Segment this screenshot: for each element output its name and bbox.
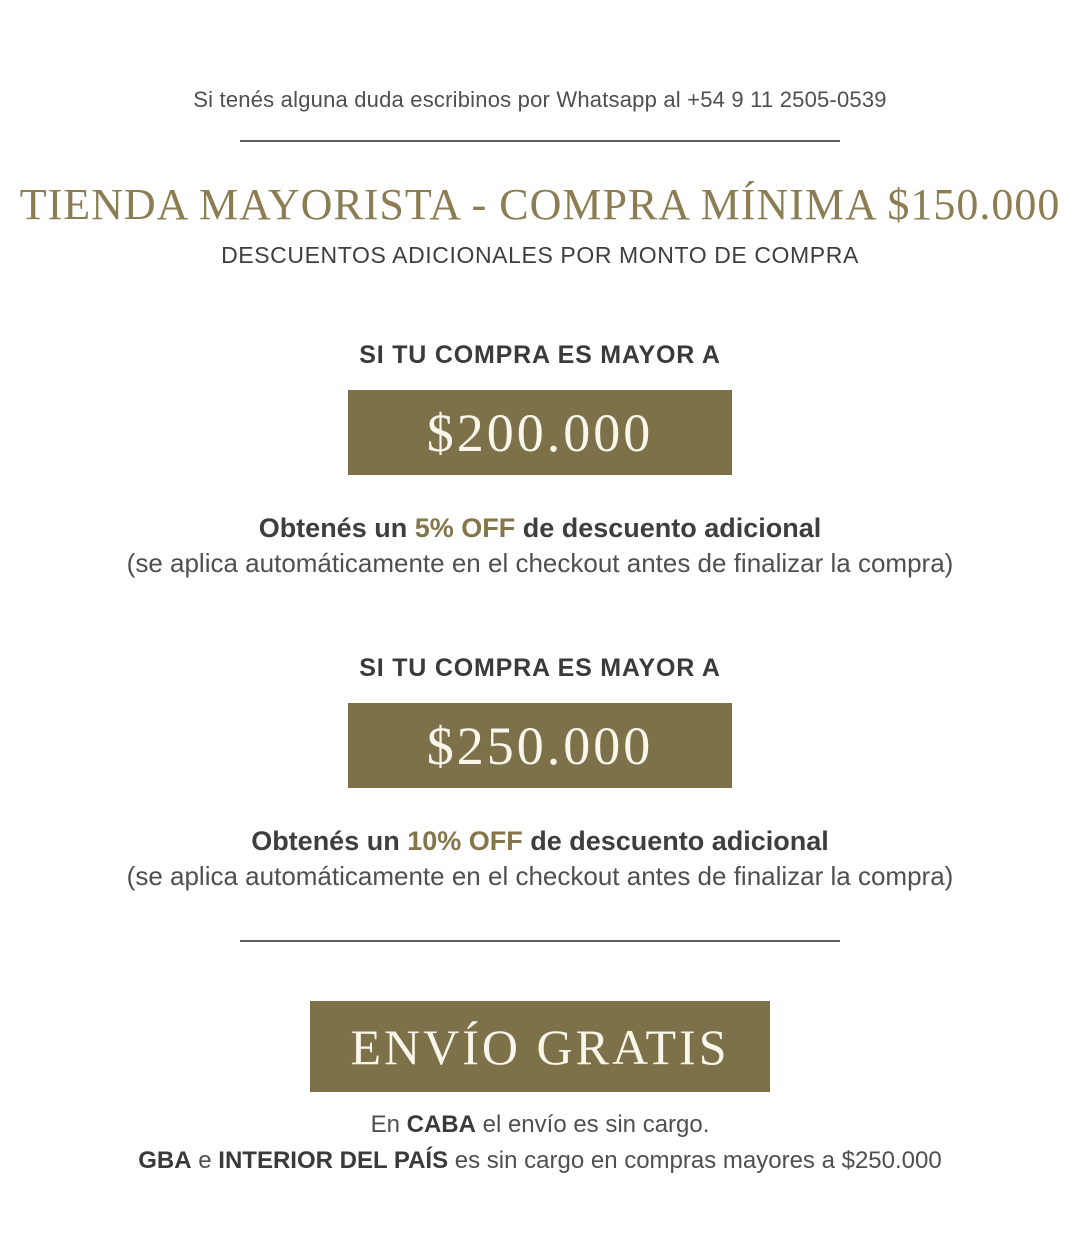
- bottom-divider: [240, 940, 840, 942]
- tier2-benefit-line: [0, 824, 1080, 858]
- page-subtitle: DESCUENTOS ADICIONALES POR MONTO DE COMPRA: [221, 242, 859, 268]
- tier1-checkout-note: (se aplica automáticamente en el checkout antes de finalizar la compra): [126, 548, 954, 578]
- free-shipping-banner: [310, 1001, 770, 1092]
- shipping-caba-suffix: el envío es sin cargo.: [475, 1111, 710, 1138]
- shipping-caba-line: [0, 1110, 1080, 1140]
- page-title: TIENDA MAYORISTA - COMPRA MÍNIMA $150.000: [19, 180, 1061, 229]
- shipping-caba-region: CABA: [406, 1111, 476, 1138]
- tier2-condition-label: SI TU COMPRA ES MAYOR A: [359, 654, 721, 682]
- shipping-regions-line: [0, 1146, 1080, 1176]
- tier1-amount-value: $200.000: [426, 402, 654, 463]
- top-divider: [240, 140, 840, 142]
- shipping-regions-suffix: es sin cargo en compras mayores a $250.000: [448, 1147, 942, 1174]
- tier2-amount-value: $250.000: [426, 715, 654, 776]
- tier2-discount-badge: 10% OFF: [407, 826, 523, 856]
- tier1-discount-badge: 5% OFF: [414, 513, 516, 543]
- tier2-benefit-prefix: Obtenés un: [251, 826, 408, 856]
- tier2-benefit-suffix: de descuento adicional: [522, 826, 829, 856]
- tier2-amount-box: [348, 703, 732, 788]
- tier1-condition-label: SI TU COMPRA ES MAYOR A: [359, 341, 721, 369]
- tier1-benefit-line: [0, 511, 1080, 545]
- tier1-benefit-prefix: Obtenés un: [258, 513, 415, 543]
- shipping-caba-prefix: En: [370, 1111, 407, 1138]
- tier2-checkout-note: (se aplica automáticamente en el checkout antes de finalizar la compra): [126, 861, 954, 891]
- whatsapp-contact-text: Si tenés alguna duda escribinos por Whatsapp al +54 9 11 2505-0539: [193, 87, 887, 112]
- shipping-regions-mid: e: [191, 1147, 219, 1174]
- shipping-region-gba: GBA: [138, 1147, 192, 1174]
- tier1-benefit-suffix: de descuento adicional: [515, 513, 822, 543]
- free-shipping-banner-text: ENVÍO GRATIS: [350, 1018, 730, 1075]
- shipping-region-interior: INTERIOR DEL PAÍS: [218, 1147, 449, 1174]
- tier1-amount-box: [348, 390, 732, 475]
